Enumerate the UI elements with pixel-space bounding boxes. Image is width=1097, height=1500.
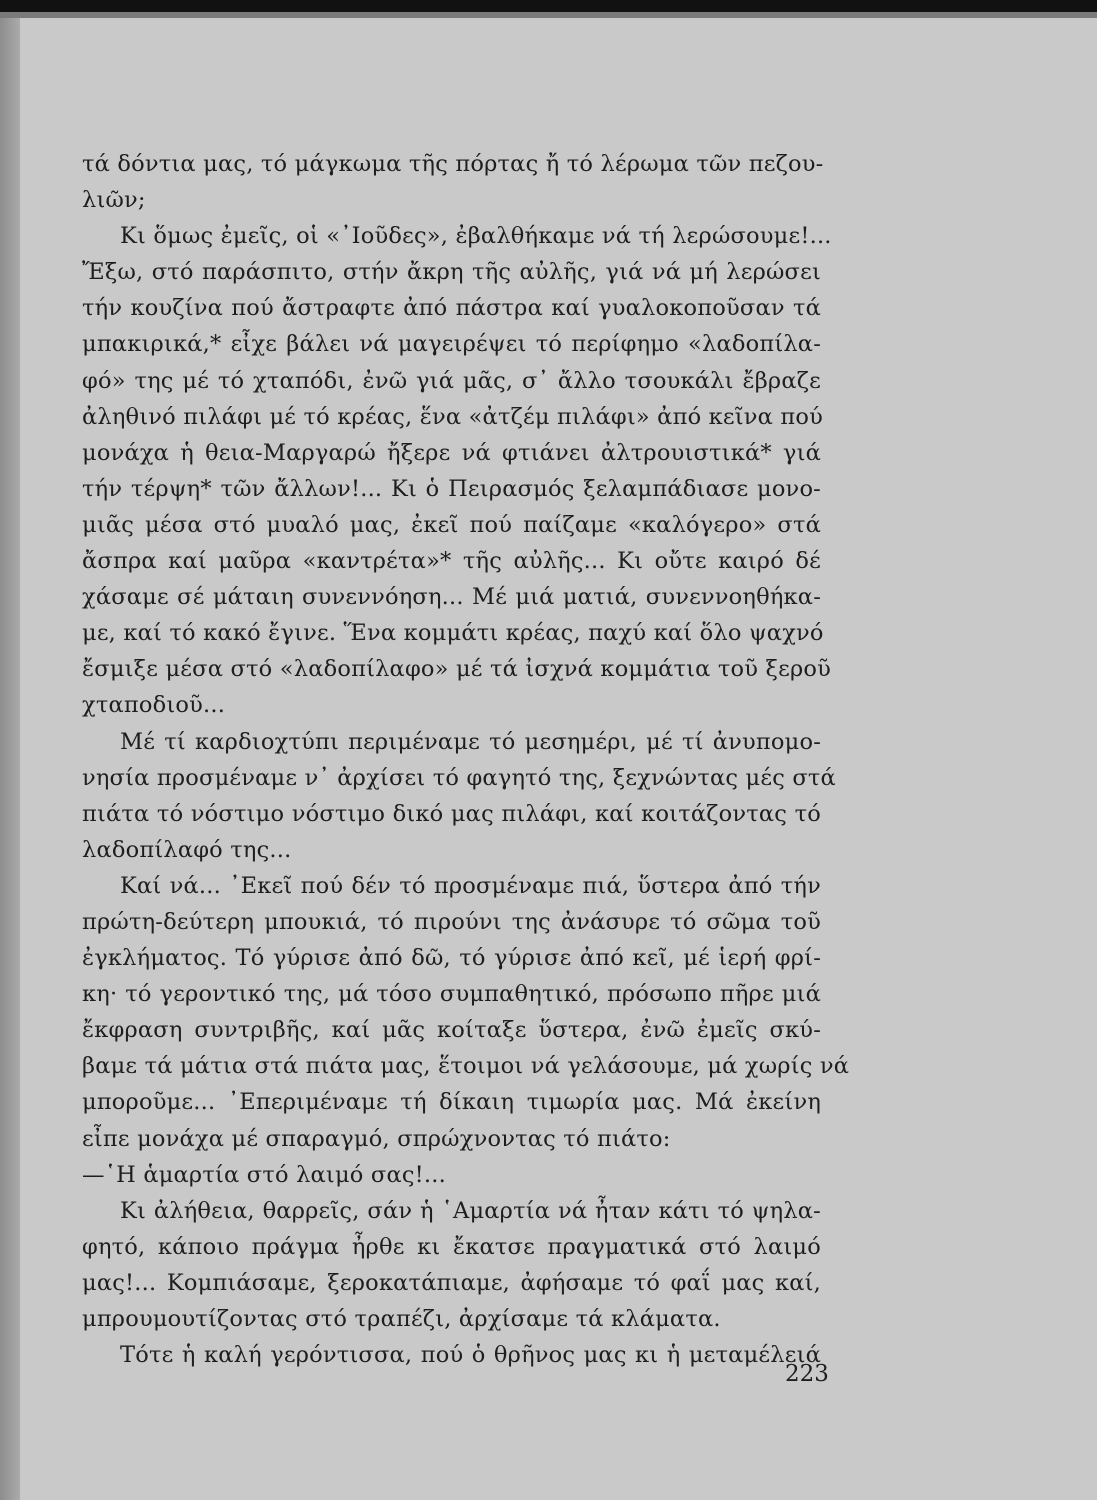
body-text xyxy=(82,146,850,1373)
text-line: μπρουμουτίζοντας στό τραπέζι, ἀρχίσαμε τά κλάματα. xyxy=(82,1306,721,1332)
page-number: 223 xyxy=(785,1361,829,1387)
paragraph xyxy=(82,724,836,868)
text-line: χταποδιοῦ... xyxy=(82,692,226,719)
text-line: λιῶν; xyxy=(82,187,146,214)
text-line: μας!... Κομπιάσαμε, ξεροκατάπιαμε, ἀφήσαμε τό φαΐ μας καί, xyxy=(82,1269,821,1296)
text-line: τήν τέρψη* τῶν ἄλλων!... Κι ὁ Πειρασμός ξελαμπάδιασε μονο- xyxy=(82,475,821,502)
text-line: τά δόντια μας, τό μάγκωμα τῆς πόρτας ἤ τό λέρωμα τῶν πεζου- xyxy=(82,151,824,177)
text-line: βαμε τά μάτια στά πιάτα μας, ἕτοιμοι νά γελάσουμε, μά χωρίς νά xyxy=(82,1053,850,1080)
text-line: κη· τό γεροντικό της, μά τόσο συμπαθητικό, πρόσωπο πῆρε μιά xyxy=(82,981,821,1008)
text-line: ἀληθινό πιλάφι μέ τό κρέας, ἕνα «ἀτζέμ πιλάφι» ἀπό κεῖνα πού xyxy=(82,403,824,430)
text-line: Κι ἀλήθεια, θαρρεῖς, σάν ἡ ῾Αμαρτία νά ἦταν κάτι τό ψηλα- xyxy=(120,1197,821,1224)
paragraph xyxy=(82,1337,821,1373)
paragraph xyxy=(82,1193,821,1337)
text-line: Τότε ἡ καλή γερόντισσα, πού ὁ θρῆνος μας κι ἡ μεταμέλειά xyxy=(120,1342,821,1369)
text-line: χάσαμε σέ μάταιη συνεννόηση... Μέ μιά ματιά, συνεννοηθήκα- xyxy=(82,584,821,611)
text-line: εἶπε μονάχα μέ σπαραγμό, σπρώχνοντας τό πιάτο: xyxy=(82,1125,671,1152)
dialogue-line xyxy=(82,1157,821,1193)
text-line: φό» της μέ τό χταπόδι, ἐνῶ γιά μᾶς, σ᾽ ἄλλο τσουκάλι ἔβραζε xyxy=(82,367,821,394)
text-line: Μέ τί καρδιοχτύπι περιμέναμε τό μεσημέρι, μέ τί ἀνυπομο- xyxy=(120,728,821,755)
text-line: Κι ὅμως ἐμεῖς, οἱ «᾽Ιοῦδες», ἐβαλθήκαμε νά τή λερώσουμε!... xyxy=(120,223,832,250)
text-line: μπακιρικά,* εἶχε βάλει νά μαγειρέψει τό περίφημο «λαδοπίλα- xyxy=(82,331,821,358)
text-line: τήν κουζίνα πού ἄστραφτε ἀπό πάστρα καί γυαλοκοποῦσαν τά xyxy=(82,295,821,322)
paragraph xyxy=(82,146,824,218)
text-line: με, καί τό κακό ἔγινε. Ἕνα κομμάτι κρέας, παχύ καί ὅλο ψαχνό xyxy=(82,620,824,647)
text-line: φητό, κάποιο πράγμα ἦρθε κι ἔκατσε πραγματικά στό λαιμό xyxy=(82,1233,821,1260)
text-line: Ἔξω, στό παράσπιτο, στήν ἄκρη τῆς αὐλῆς, γιά νά μή λερώσει xyxy=(82,259,821,286)
text-line: —῾Η ἁμαρτία στό λαιμό σας!... xyxy=(82,1161,446,1188)
text-line: νησία προσμέναμε ν᾽ ἀρχίσει τό φαγητό της, ξεχνώντας μές στά xyxy=(82,764,836,791)
text-line: μιᾶς μέσα στό μυαλό μας, ἐκεῖ πού παίζαμε «καλόγερο» στά xyxy=(82,511,821,538)
page-surface xyxy=(20,14,1097,1500)
text-line: μονάχα ἡ θεια-Μαργαρώ ἤξερε νά φτιάνει ἀλτρουιστικά* γιά xyxy=(82,439,821,466)
text-line: μποροῦμε... ᾽Επεριμέναμε τή δίκαιη τιμωρία μας. Μά ἐκείνη xyxy=(82,1089,821,1116)
text-line: πιάτα τό νόστιμο νόστιμο δικό μας πιλάφι, καί κοιτάζοντας τό xyxy=(82,800,821,827)
text-line: λαδοπίλαφό της... xyxy=(82,836,292,863)
scan-top-edge xyxy=(0,0,1097,18)
paragraph xyxy=(82,868,850,1157)
text-line: ἄσπρα καί μαῦρα «καντρέτα»* τῆς αὐλῆς... Κι οὔτε καιρό δέ xyxy=(82,548,821,575)
paragraph xyxy=(82,218,832,723)
text-line: πρώτη-δεύτερη μπουκιά, τό πιρούνι της ἀνάσυρε τό σῶμα τοῦ xyxy=(82,908,821,935)
text-line: Καί νά... ᾽Εκεῖ πού δέν τό προσμέναμε πιά, ὕστερα ἀπό τήν xyxy=(120,872,821,899)
text-line: ἔσμιξε μέσα στό «λαδοπίλαφο» μέ τά ἰσχνά κομμάτια τοῦ ξεροῦ xyxy=(82,656,832,683)
text-line: ἔκφραση συντριβῆς, καί μᾶς κοίταξε ὕστερα, ἐνῶ ἐμεῖς σκύ- xyxy=(82,1017,821,1044)
text-line: ἐγκλήματος. Τό γύρισε ἀπό δῶ, τό γύρισε ἀπό κεῖ, μέ ἱερή φρί- xyxy=(82,945,821,972)
